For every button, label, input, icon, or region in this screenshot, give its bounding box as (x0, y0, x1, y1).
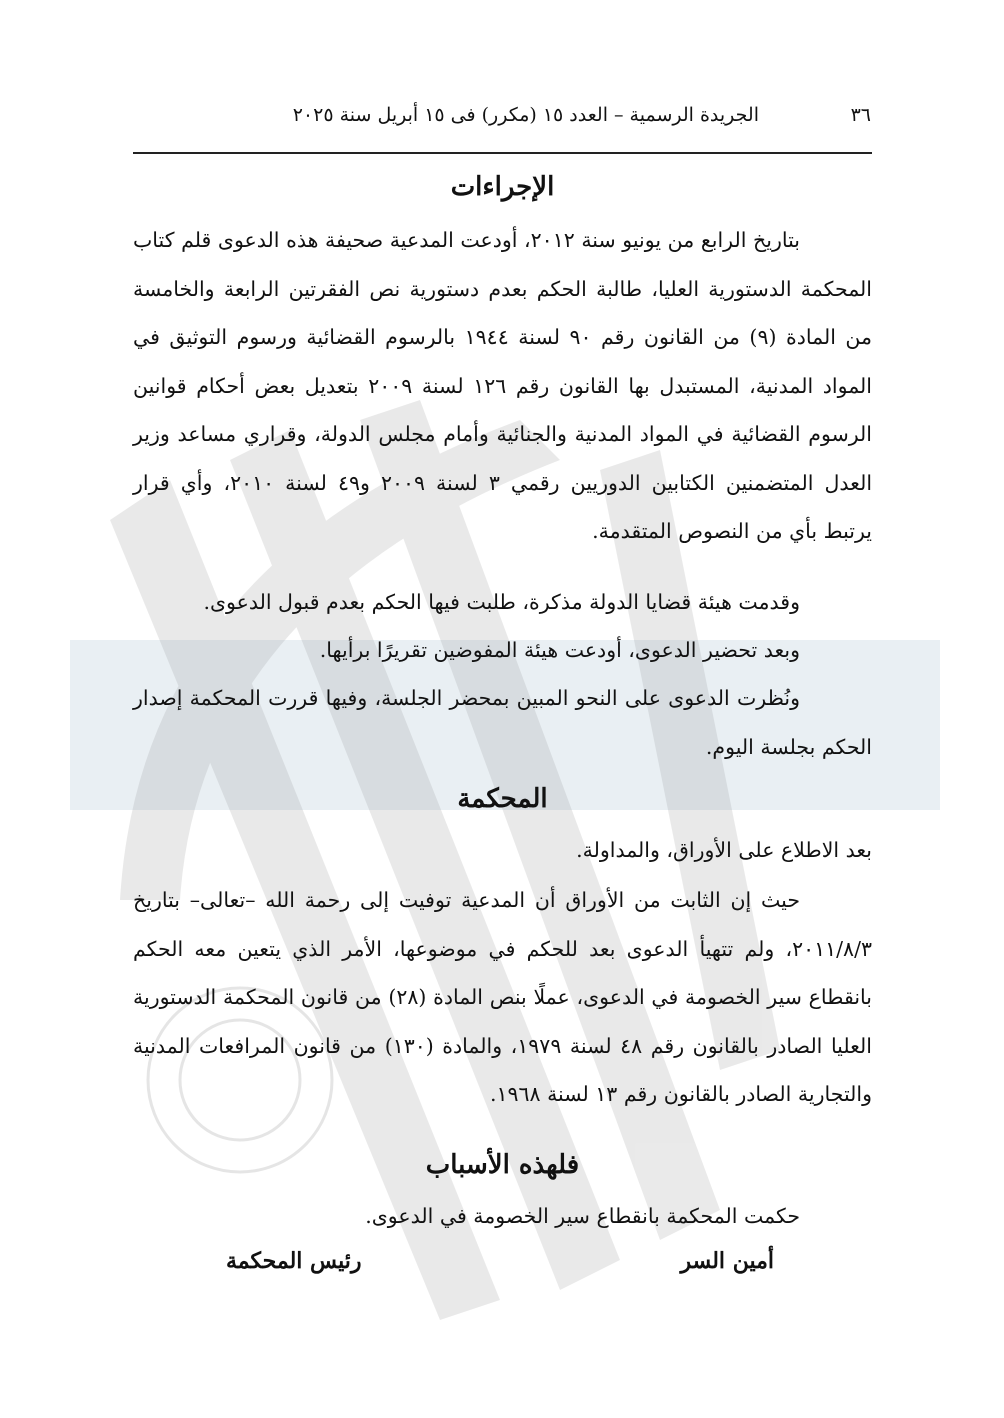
header-rule (133, 152, 872, 154)
court-paragraph-1 (133, 826, 872, 875)
paragraph-text: ونُظرت الدعوى على النحو المبين بمحضر الجلسة، وفيها قررت المحكمة إصدار الحكم بجلسة اليوم. (133, 686, 872, 759)
paragraph-text: حكمت المحكمة بانقطاع سير الخصومة في الدعوى. (365, 1204, 800, 1228)
procedures-paragraph-4 (133, 674, 872, 771)
paragraph-text: حيث إن الثابت من الأوراق أن المدعية توفيت إلى رحمة الله –تعالى– بتاريخ ٢٠١١/٨/٣، ولم تتهيأ الدعوى بعد للحكم في موضوعها، الأمر الذي يتعين معه الحكم بانقطاع سير الخصومة في الدعوى، عملًا بنص المادة (٢٨) من قانون المحكمة الدستورية العليا الصادر بالقانون رقم ٤٨ لسنة ١٩٧٩، والمادة (١٣٠) من قانون المرافعات المدنية والتجارية الصادر بالقانون رقم ١٣ لسنة ١٩٦٨. (133, 888, 872, 1106)
court-heading: المحكمة (457, 784, 548, 814)
reasons-heading: فلهذه الأسباب (425, 1150, 580, 1180)
paragraph-text: بتاريخ الرابع من يونيو سنة ٢٠١٢، أودعت المدعية صحيفة هذه الدعوى قلم كتاب المحكمة الدستورية العليا، طالبة الحكم بعدم دستورية نص الفقرتين الرابعة والخامسة من المادة (٩) من القانون رقم ٩٠ لسنة ١٩٤٤ بالرسوم القضائية ورسوم التوثيق في المواد المدنية، المستبدل بها القانون رقم ١٢٦ لسنة ٢٠٠٩ بتعديل بعض أحكام قوانين الرسوم القضائية في المواد المدنية والجنائية وأمام مجلس الدولة، وقراري مساعد وزير العدل المتضمنين الكتابين الدوريين رقمي ٣ لسنة ٢٠٠٩ و٤٩ لسنة ٢٠١٠، وأي قرار يرتبط بأي من النصوص المتقدمة. (133, 228, 873, 543)
procedures-paragraph-1 (133, 216, 872, 556)
signature-secretary: أمين السر (680, 1248, 774, 1274)
publication-line: الجريدة الرسمية – العدد ١٥ (مكرر) فى ١٥ أبريل سنة ٢٠٢٥ (292, 104, 759, 126)
court-paragraph-2 (133, 876, 872, 1119)
page-header (133, 100, 871, 134)
paragraph-text: وقدمت هيئة قضايا الدولة مذكرة، طلبت فيها الحكم بعدم قبول الدعوى. (203, 590, 800, 614)
signature-president: رئيس المحكمة (226, 1248, 362, 1274)
paragraph-text: بعد الاطلاع على الأوراق، والمداولة. (576, 838, 872, 862)
reasons-paragraph-1 (133, 1192, 872, 1241)
procedures-heading: الإجراءات (450, 172, 555, 202)
page-number: ٣٦ (850, 104, 871, 126)
procedures-paragraph-3 (133, 626, 872, 675)
paragraph-text: وبعد تحضير الدعوى، أودعت هيئة المفوضين تقريرًا برأيها. (319, 638, 800, 662)
procedures-paragraph-2 (133, 578, 872, 627)
